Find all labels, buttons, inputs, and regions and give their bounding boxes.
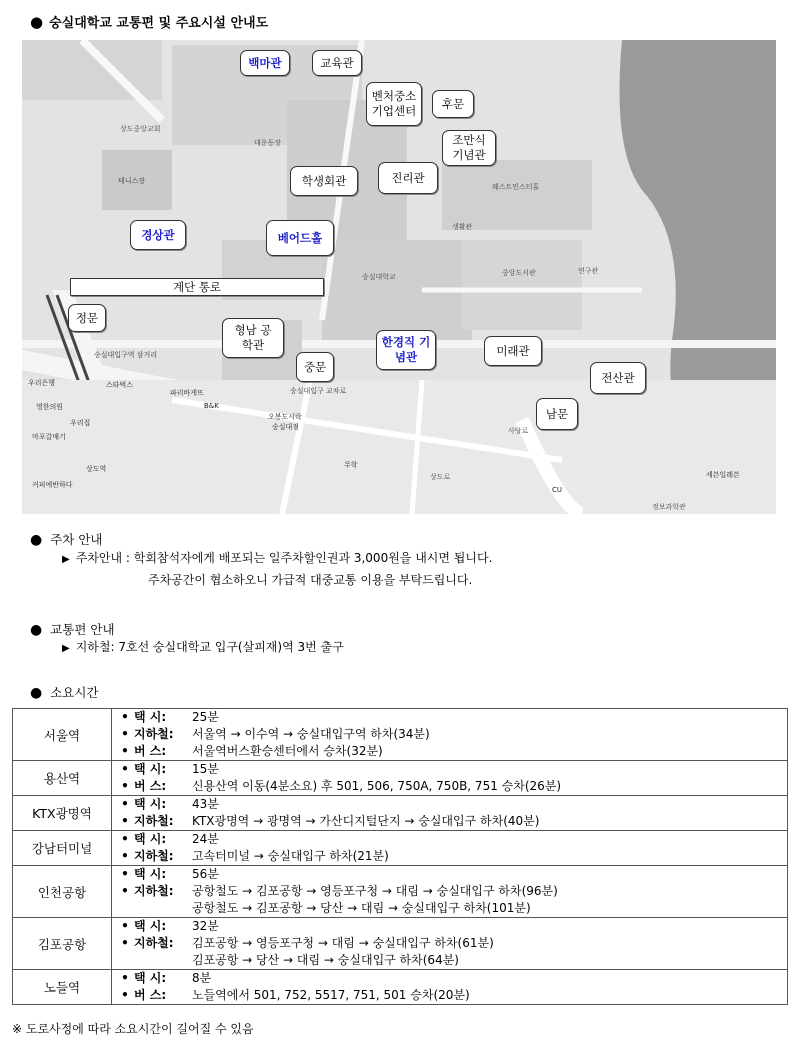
- map-label-seven-eleven: 세븐일레븐: [706, 471, 740, 479]
- duration-mode-text: 56분: [192, 867, 219, 881]
- bullet-icon: •: [121, 762, 129, 776]
- transport-line-1: 지하철: 7호선 숭실대학교 입구(살피재)역 3번 출구: [75, 640, 344, 654]
- bullet-icon: •: [121, 849, 129, 863]
- building-baird: 베어드홀: [266, 220, 334, 256]
- duration-line: [116, 952, 783, 969]
- bullet-icon: •: [121, 919, 129, 933]
- map-label-woorizip: 우리집: [70, 419, 91, 427]
- page-title: ● 숭실대학교 교통편 및 주요시설 안내도: [30, 13, 269, 31]
- building-education: 교육관: [312, 50, 362, 76]
- building-hankyungjik: 한경직 기념관: [376, 330, 436, 370]
- bullet-icon: •: [121, 884, 129, 898]
- map-label-galmaegi: 마포갈매기: [32, 433, 66, 441]
- map-label-station-junction: 숭실대입구역 삼거리: [94, 351, 158, 359]
- duration-place: 노들역: [13, 970, 112, 1005]
- duration-mode-label: 지하철:: [134, 849, 174, 863]
- duration-line: [116, 726, 783, 743]
- duration-line: [116, 935, 783, 952]
- building-mirae: 미래관: [484, 336, 542, 366]
- duration-line: [116, 987, 783, 1004]
- duration-mode-label: 택 시:: [134, 832, 167, 846]
- bullet-icon: •: [121, 797, 129, 811]
- duration-row: [13, 831, 788, 866]
- parking-info: [62, 548, 492, 590]
- duration-mode-label: 택 시:: [134, 762, 167, 776]
- duration-lines: [112, 709, 788, 761]
- duration-lines: [112, 866, 788, 918]
- map-label-cu: CU: [552, 486, 563, 494]
- duration-place: 용산역: [13, 761, 112, 796]
- duration-mode-text: 43분: [192, 797, 219, 811]
- duration-line: [116, 866, 783, 883]
- duration-line: [116, 831, 783, 848]
- duration-lines: [112, 761, 788, 796]
- duration-mode-text: 24분: [192, 832, 219, 846]
- bullet-icon: •: [121, 936, 129, 950]
- building-gyeongsang: 경상관: [130, 220, 186, 250]
- building-hyungnam: 형남 공학관: [222, 318, 284, 358]
- duration-mode-label: 버 스:: [134, 988, 167, 1002]
- bullet-icon: •: [121, 779, 129, 793]
- duration-lines: [112, 918, 788, 970]
- duration-place: 서울역: [13, 709, 112, 761]
- bullet-icon: •: [121, 867, 129, 881]
- duration-table: [12, 708, 788, 1005]
- duration-mode-text: 신용산역 이동(4분소요) 후 501, 506, 750A, 750B, 751 승차(26분): [192, 779, 562, 793]
- duration-mode-text: 15분: [192, 762, 219, 776]
- bullet-icon: •: [121, 832, 129, 846]
- bullet-icon: •: [121, 971, 129, 985]
- duration-line: [116, 883, 783, 900]
- building-jinri: 진리관: [378, 162, 438, 194]
- duration-mode-text: 김포공항 → 영등포구청 → 대림 → 숭실대입구 하차(61분): [192, 936, 494, 950]
- map-label-starbucks: 스타벅스: [106, 381, 134, 389]
- back-gate: 후문: [432, 90, 474, 118]
- triangle-icon: ▶: [62, 643, 70, 654]
- duration-line: [116, 900, 783, 917]
- duration-place: KTX광명역: [13, 796, 112, 831]
- footnote: ※ 도로사정에 따라 소요시간이 길어질 수 있음: [12, 1022, 254, 1036]
- duration-mode-label: 택 시:: [134, 919, 167, 933]
- bullet-icon: •: [121, 710, 129, 724]
- duration-mode-text: 32분: [192, 919, 219, 933]
- map-label-field: 대운동장: [254, 139, 282, 147]
- map-label-crossroad: 숭실대입구 교차로: [290, 387, 347, 395]
- building-baekma: 백마관: [240, 50, 290, 76]
- duration-mode-label: 지하철:: [134, 936, 174, 950]
- duration-mode-label: 버 스:: [134, 744, 167, 758]
- campus-map: [22, 40, 776, 514]
- map-label-tennis: 테니스장: [118, 177, 146, 185]
- duration-row: [13, 970, 788, 1005]
- duration-line: [116, 778, 783, 795]
- duration-lines: [112, 796, 788, 831]
- bullet-icon: •: [121, 814, 129, 828]
- duration-row: [13, 918, 788, 970]
- parking-heading: ● 주차 안내: [30, 532, 103, 548]
- duration-mode-label: 버 스:: [134, 779, 167, 793]
- duration-row: [13, 866, 788, 918]
- duration-mode-text: 8분: [192, 971, 212, 985]
- map-label-dormitory: 생활관: [452, 223, 473, 231]
- map-label-sangdo-station: 상도역: [86, 465, 107, 473]
- duration-row: [13, 796, 788, 831]
- duration-mode-label: 지하철:: [134, 727, 174, 741]
- south-gate: 남문: [536, 398, 578, 430]
- duration-mode-label: 택 시:: [134, 971, 167, 985]
- parking-line-1: 주차안내 : 학회참석자에게 배포되는 일주차할인권과 3,000원을 내시면 됩니다.: [75, 551, 493, 565]
- middle-gate: 중문: [296, 352, 334, 382]
- duration-mode-label: 택 시:: [134, 867, 167, 881]
- map-label-sadang-road: 사당로: [508, 427, 529, 435]
- duration-mode-text: 서울역 → 이수역 → 숭실대입구역 하차(34분): [192, 727, 430, 741]
- map-label-woori-bank: 우리은행: [28, 379, 56, 387]
- duration-line: [116, 848, 783, 865]
- duration-place: 김포공항: [13, 918, 112, 970]
- duration-row: [13, 761, 788, 796]
- duration-mode-text: 공항철도 → 김포공항 → 당산 → 대림 → 숭실대입구 하차(101분): [192, 901, 531, 915]
- main-gate: 정문: [68, 304, 106, 332]
- building-jomansik: 조만식 기념관: [442, 130, 496, 166]
- duration-heading: ● 소요시간: [30, 685, 99, 701]
- duration-mode-label: 택 시:: [134, 797, 167, 811]
- map-label-clinic: 영한의원: [36, 403, 64, 411]
- duration-place: 강남터미널: [13, 831, 112, 866]
- duration-lines: [112, 831, 788, 866]
- duration-mode-text: 김포공항 → 당산 → 대림 → 숭실대입구 하차(64분): [192, 953, 459, 967]
- duration-line: [116, 970, 783, 987]
- map-label-university: 숭실대학교: [362, 273, 396, 281]
- duration-mode-text: KTX광명역 → 광명역 → 가산디지털단지 → 숭실대입구 하차(40분): [192, 814, 540, 828]
- bullet-icon: •: [121, 744, 129, 758]
- building-student-center: 학생회관: [290, 166, 358, 196]
- parking-line-2: 주차공간이 협소하오니 가급적 대중교통 이용을 부탁드립니다.: [148, 573, 473, 587]
- building-venture: 벤처중소 기업센터: [366, 82, 422, 126]
- map-label-muhak: 무학: [344, 461, 358, 469]
- triangle-icon: ▶: [62, 554, 70, 565]
- map-label-paris-baguette: 파리바게뜨: [170, 389, 204, 397]
- duration-mode-text: 고속터미널 → 숭실대입구 하차(21분): [192, 849, 389, 863]
- duration-line: [116, 743, 783, 760]
- transport-info: [62, 637, 344, 659]
- bullet-icon: •: [121, 988, 129, 1002]
- map-label-library: 중앙도서관: [502, 269, 536, 277]
- duration-mode-text: 공항철도 → 김포공항 → 영등포구청 → 대림 → 숭실대입구 하차(96분): [192, 884, 558, 898]
- map-label-westminster: 웨스트민스터홀: [492, 183, 540, 191]
- map-label-obong: 오봉도시락: [268, 413, 302, 421]
- duration-line: [116, 761, 783, 778]
- map-label-church: 상도중앙교회: [120, 125, 161, 133]
- duration-lines: [112, 970, 788, 1005]
- duration-mode-label: 지하철:: [134, 814, 174, 828]
- duration-line: [116, 709, 783, 726]
- map-label-research: 연구관: [578, 267, 599, 275]
- duration-mode-text: 25분: [192, 710, 219, 724]
- duration-place: 인천공항: [13, 866, 112, 918]
- building-jeonsan: 전산관: [590, 362, 646, 394]
- map-label-sangdo-road: 상도로: [430, 473, 451, 481]
- duration-mode-text: 서울역버스환승센터에서 승차(32분): [192, 744, 383, 758]
- map-label-branch: 숭실대점: [272, 423, 300, 431]
- bullet-icon: •: [121, 727, 129, 741]
- map-label-bnk: B&K: [204, 402, 219, 410]
- duration-row: [13, 709, 788, 761]
- duration-line: [116, 796, 783, 813]
- duration-line: [116, 813, 783, 830]
- map-label-infoscience: 정보과학관: [652, 503, 686, 511]
- duration-mode-label: 택 시:: [134, 710, 167, 724]
- duration-mode-text: 노들역에서 501, 752, 5517, 751, 501 승차(20분): [192, 988, 470, 1002]
- duration-line: [116, 918, 783, 935]
- transport-heading: ● 교통편 안내: [30, 622, 115, 638]
- map-label-coffee: 커피에반하다: [32, 481, 73, 489]
- stairs-passage: 계단 통로: [70, 278, 324, 296]
- duration-mode-label: 지하철:: [134, 884, 174, 898]
